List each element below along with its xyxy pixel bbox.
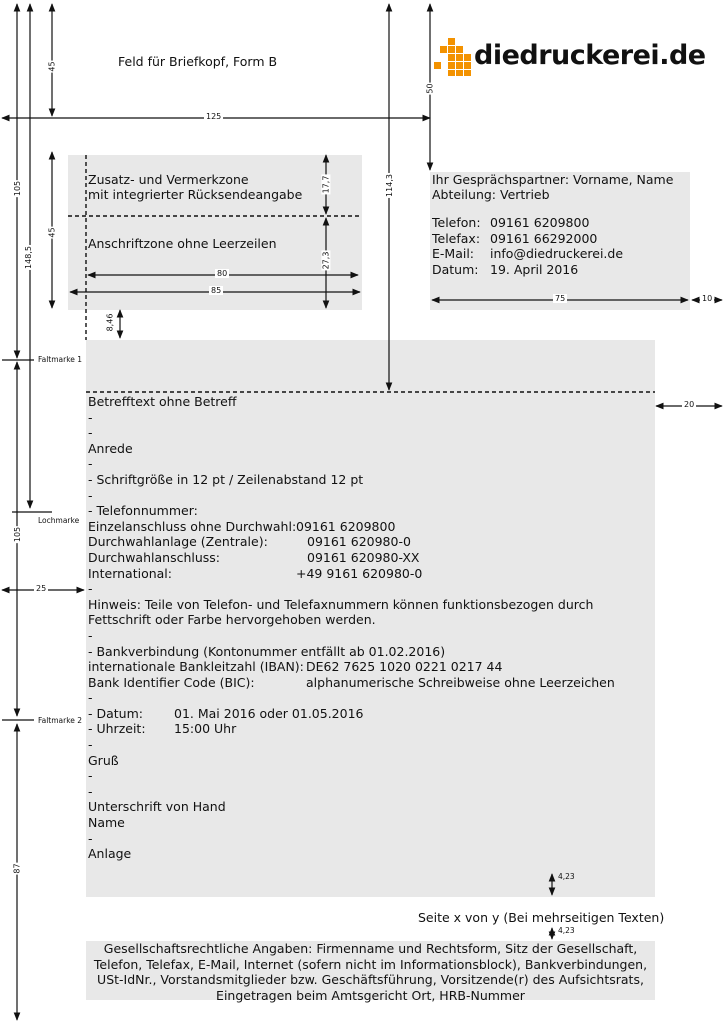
dim-4-23-a: 4,23: [558, 872, 575, 881]
date-row: - Datum: 01. Mai 2016 oder 01.05.2016: [88, 705, 364, 721]
blank-line: -: [88, 425, 93, 441]
dim-25: 25: [36, 584, 47, 593]
signature-line: Unterschrift von Hand: [88, 799, 226, 815]
info-row-phone: Telefon: 09161 6209800: [432, 215, 590, 230]
iban-row: internationale Bankleitzahl (IBAN): DE62 7625 1020 0221 0217 44: [88, 659, 503, 675]
dim-27: 27,3: [321, 251, 331, 270]
dim-75: 75: [555, 294, 566, 303]
address-zone-label: Anschriftzone ohne Leerzeilen: [88, 236, 277, 251]
dim-4-23-b: 4,23: [558, 926, 575, 935]
phone-row: Durchwahlanlage (Zentrale): 09161 620980-0: [88, 534, 411, 550]
dim-50: 50: [425, 83, 435, 94]
blank-line: -: [88, 830, 93, 846]
blank-line: -: [88, 409, 93, 425]
footer-line3: USt-IdNr., Vorstandsmitglieder bzw. Geschäftsführung, Vorsitzende(r) des Aufsichtsrats,: [97, 972, 644, 988]
greeting: Gruß: [88, 752, 119, 768]
blank-line: -: [88, 737, 93, 753]
dim-45-zone: 45: [47, 227, 57, 238]
dim-17: 17,7: [321, 175, 331, 194]
brand-logo: [434, 38, 706, 78]
name-line: Name: [88, 815, 125, 831]
letter-body: [88, 394, 615, 862]
info-row-fax: Telefax: 09161 66292000: [432, 230, 598, 246]
footer-line1: Gesellschaftsrechtliche Angaben: Firmenname und Rechtsform, Sitz der Gesellschaft,: [103, 941, 638, 956]
hint-line1: Hinweis: Teile von Telefon- und Telefaxnummern können funktionsbezogen durch: [88, 596, 594, 612]
time-row: - Uhrzeit: 15:00 Uhr: [88, 721, 237, 737]
supplement-zone-line1: Zusatz- und Vermerkzone: [88, 172, 249, 187]
bic-row: Bank Identifier Code (BIC): alphanumerische Schreibweise ohne Leerzeichen: [88, 674, 615, 690]
blank-line: -: [88, 783, 93, 799]
hint-line2: Fettschrift oder Farbe hervorgehoben werden.: [88, 612, 376, 628]
contact-department: Abteilung: Vertrieb: [432, 187, 550, 202]
footer-legal: [86, 941, 655, 1003]
blank-line: -: [88, 581, 93, 597]
info-row-email: E-Mail: info@diedruckerei.de: [432, 246, 624, 262]
supplement-zone-line2: mit integrierter Rücksendeangabe: [88, 187, 303, 202]
blank-line: -: [88, 487, 93, 503]
logo-tld: .de: [659, 40, 706, 71]
blank-line: -: [88, 456, 93, 472]
dim-87: 87: [12, 863, 22, 874]
logo-grid-icon: [434, 38, 472, 76]
dim-10: 10: [702, 294, 713, 303]
blank-line: -: [88, 627, 93, 643]
dim-80: 80: [217, 269, 228, 278]
salutation: Anrede: [88, 440, 133, 456]
logo-text: diedruckerei: [474, 40, 660, 71]
page-number: Seite x von y (Bei mehrseitigen Texten): [418, 910, 665, 925]
bank-heading: - Bankverbindung (Kontonummer entfällt ab 01.02.2016): [88, 643, 446, 659]
footer-line4: Eingetragen beim Amtsgericht Ort, HRB-Nummer: [216, 987, 525, 1003]
blank-line: -: [88, 768, 93, 784]
info-row-date: Datum: 19. April 2016: [432, 261, 579, 277]
subject-line: Betrefftext ohne Betreff: [88, 394, 237, 409]
dim-105-left: 105: [13, 180, 23, 197]
dim-125: 125: [206, 112, 222, 121]
header-field-label: Feld für Briefkopf, Form B: [118, 54, 278, 69]
dim-20: 20: [684, 400, 695, 409]
blank-line: -: [88, 690, 93, 706]
footer-line2: Telefon, Telefax, E-Mail, Internet (sofern nicht im Informationsblock), Bankverbindungen,: [93, 956, 648, 972]
dim-114: 114,3: [384, 174, 394, 197]
dim-148: 148,5: [23, 246, 33, 269]
dim-85: 85: [211, 286, 222, 295]
phone-row: Einzelanschluss ohne Durchwahl: 09161 6209800: [88, 518, 396, 534]
info-contact-rows: [432, 215, 623, 277]
dim-45-top: 45: [47, 61, 57, 72]
fold-mark-1: Faltmarke 1: [38, 355, 83, 364]
fold-mark-2: Faltmarke 2: [38, 716, 83, 725]
contact-person: Ihr Gesprächspartner: Vorname, Name: [432, 172, 674, 187]
phone-row: Durchwahlanschluss: 09161 620980-XX: [88, 549, 420, 565]
phone-heading: - Telefonnummer:: [88, 503, 198, 519]
phone-row: International: +49 9161 620980-0: [88, 565, 423, 581]
dim-105-mid: 105: [13, 526, 23, 543]
punch-mark: Lochmarke: [38, 516, 80, 525]
attachment-line: Anlage: [88, 846, 132, 862]
font-size-note: - Schriftgröße in 12 pt / Zeilenabstand 12 pt: [88, 471, 364, 487]
dim-8: 8,46: [105, 313, 115, 332]
